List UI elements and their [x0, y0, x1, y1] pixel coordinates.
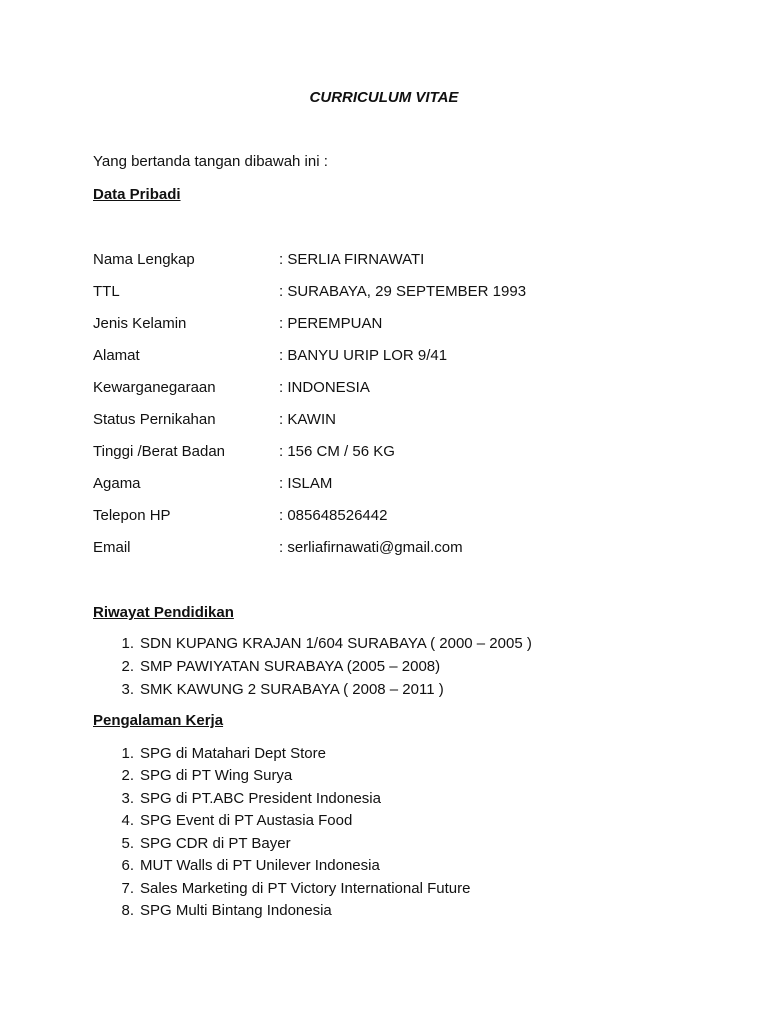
row-value: : serliafirnawati@gmail.com — [279, 539, 463, 556]
list-number: 7. — [121, 880, 134, 897]
row-value: : SERLIA FIRNAWATI — [279, 251, 425, 268]
row-label: TTL — [93, 283, 120, 300]
list-number: 2. — [121, 658, 134, 675]
list-item: SPG di Matahari Dept Store — [140, 745, 326, 762]
list-number: 8. — [121, 902, 134, 919]
list-item: MUT Walls di PT Unilever Indonesia — [140, 857, 380, 874]
list-number: 3. — [121, 790, 134, 807]
list-item: SMK KAWUNG 2 SURABAYA ( 2008 – 2011 ) — [140, 681, 444, 698]
row-label: Jenis Kelamin — [93, 315, 187, 332]
row-value: : INDONESIA — [279, 379, 370, 396]
row-label: Kewarganegaraan — [93, 379, 216, 396]
list-item: SPG di PT Wing Surya — [140, 767, 293, 784]
row-value: : 156 CM / 56 KG — [279, 443, 395, 460]
row-label: Telepon HP — [93, 507, 171, 524]
row-value: : KAWIN — [279, 411, 336, 428]
document-title: CURRICULUM VITAE — [309, 89, 459, 106]
list-item: SMP PAWIYATAN SURABAYA (2005 – 2008) — [140, 658, 441, 675]
list-number: 1. — [121, 745, 134, 762]
list-item: Sales Marketing di PT Victory International Future — [140, 880, 471, 897]
row-value: : ISLAM — [279, 475, 333, 492]
list-number: 2. — [121, 767, 134, 784]
row-value: : 085648526442 — [279, 507, 388, 524]
row-label: Agama — [93, 475, 141, 492]
row-label: Nama Lengkap — [93, 251, 195, 268]
personal-data-heading: Data Pribadi — [93, 186, 181, 203]
row-value: : SURABAYA, 29 SEPTEMBER 1993 — [279, 283, 527, 300]
intro-text: Yang bertanda tangan dibawah ini : — [93, 153, 328, 170]
list-number: 3. — [121, 681, 134, 698]
list-number: 5. — [121, 835, 134, 852]
list-item: SPG di PT.ABC President Indonesia — [140, 790, 381, 807]
list-item: SPG CDR di PT Bayer — [140, 835, 291, 852]
list-item: SPG Multi Bintang Indonesia — [140, 902, 332, 919]
row-label: Alamat — [93, 347, 140, 364]
education-heading: Riwayat Pendidikan — [93, 604, 234, 621]
list-item: SPG Event di PT Austasia Food — [140, 812, 353, 829]
list-number: 6. — [121, 857, 134, 874]
experience-heading: Pengalaman Kerja — [93, 712, 224, 729]
list-item: SDN KUPANG KRAJAN 1/604 SURABAYA ( 2000 – 2005 ) — [140, 635, 532, 652]
row-label: Tinggi /Berat Badan — [93, 443, 226, 460]
list-number: 4. — [121, 812, 134, 829]
list-number: 1. — [121, 635, 134, 652]
row-label: Email — [93, 539, 131, 556]
row-value: : PEREMPUAN — [279, 315, 383, 332]
row-label: Status Pernikahan — [93, 411, 216, 428]
row-value: : BANYU URIP LOR 9/41 — [279, 347, 448, 364]
